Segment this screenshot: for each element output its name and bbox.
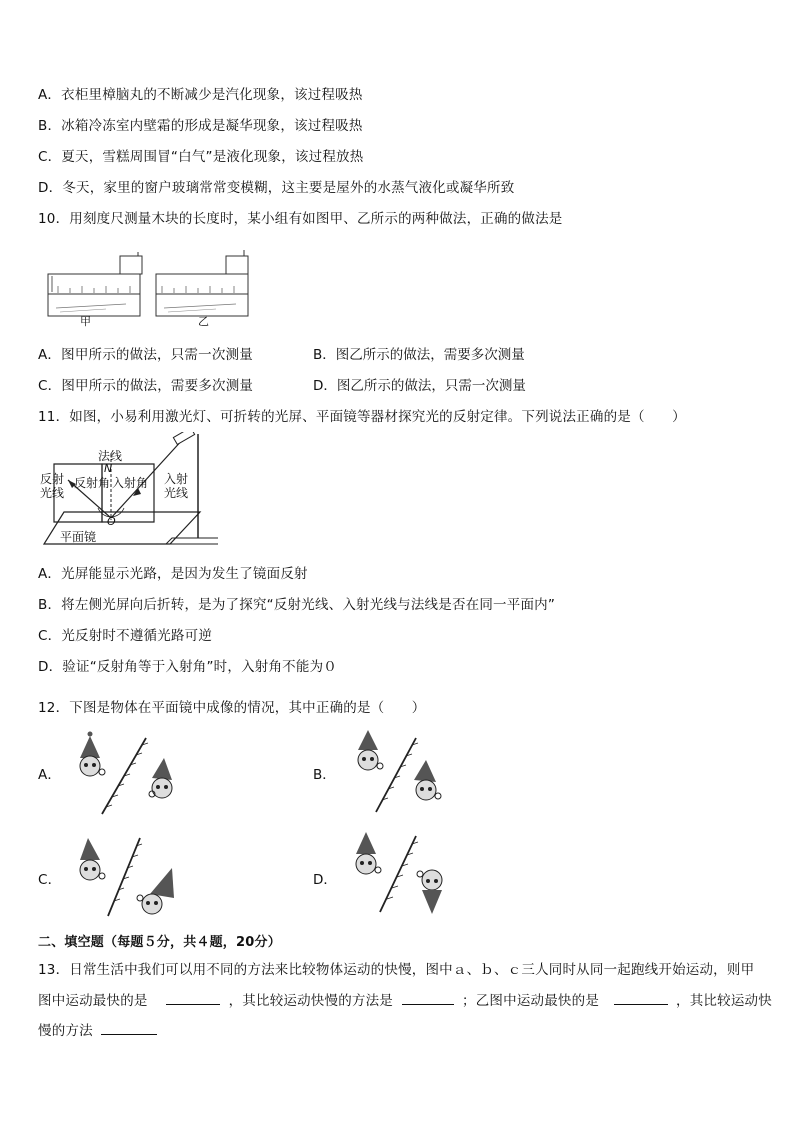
q10-option-d: D．图乙所示的做法，只需一次测量 [313, 378, 526, 394]
q13-line-2-a: 图中运动最快的是 [38, 993, 148, 1009]
q13-line-2-d: ，其比较运动快 [676, 993, 772, 1009]
q13-line-1: 13．日常生活中我们可以用不同的方法来比较物体运动的快慢，图中ａ、ｂ、ｃ三人同时从同一起跑线开始运动，则甲 [38, 962, 755, 978]
label-o: O [107, 515, 116, 528]
q12-label-a: A． [38, 767, 62, 783]
q12-figure-a [72, 728, 192, 816]
q12-label-c: C． [38, 872, 62, 888]
figure-jia [48, 252, 142, 316]
q12-label-b: B． [313, 767, 336, 783]
label-n: N [104, 462, 113, 475]
q13-line-2-b: ，其比较运动快慢的方法是 [228, 993, 394, 1009]
q13-line-2-c: ；乙图中运动最快的是 [462, 993, 600, 1009]
q12-figure-b [350, 728, 470, 816]
q11-option-d: D．验证“反射角等于入射角”时，入射角不能为０ [38, 659, 337, 675]
q13-line-2 [38, 989, 772, 1009]
label-reflect-ray-2: 光线 [40, 486, 65, 500]
q11-option-c: C．光反射时不遵循光路可逆 [38, 628, 213, 644]
label-incident-ray-2: 光线 [164, 486, 189, 500]
q13-blank-1[interactable] [166, 992, 220, 1005]
q12-figure-d [350, 828, 470, 920]
q10-option-b: B．图乙所示的做法，需要多次测量 [313, 347, 525, 363]
q10-option-c: C．图甲所示的做法，需要多次测量 [38, 378, 254, 394]
q9-option-d: D．冬天，家里的窗户玻璃常常变模糊，这主要是屋外的水蒸气液化或凝华所致 [38, 180, 515, 196]
label-incident-ray-1: 入射 [164, 472, 189, 486]
q9-option-c: C．夏天，雪糕周围冒“白气”是液化现象，该过程放热 [38, 149, 364, 165]
q13-line-3 [38, 1019, 161, 1039]
label-normal: 法线 [98, 449, 123, 463]
q13-line-3-a: 慢的方法 [38, 1023, 93, 1039]
object-a [80, 732, 105, 777]
q9-option-a: A．衣柜里樟脑丸的不断减少是汽化现象，该过程吸热 [38, 87, 363, 103]
q12-label-d: D． [313, 872, 337, 888]
label-reflect-angle: 反射角 [74, 476, 111, 490]
label-incident-angle: 入射角 [112, 476, 149, 490]
q12-figure-c [72, 832, 192, 922]
q10-ruler-figure [46, 246, 256, 331]
q11-option-b: B．将左侧光屏向后折转，是为了探究“反射光线、入射光线与法线是否在同一平面内” [38, 597, 556, 613]
label-reflect-ray-1: 反射 [40, 472, 65, 486]
q13-blank-3[interactable] [614, 992, 668, 1005]
q11-option-a: A．光屏能显示光路，是因为发生了镜面反射 [38, 566, 308, 582]
figure-label-jia: 甲 [80, 315, 91, 328]
figure-label-yi: 乙 [198, 315, 209, 328]
q10-option-a: A．图甲所示的做法，只需一次测量 [38, 347, 253, 363]
q9-option-b: B．冰箱冷冻室内壁霜的形成是凝华现象，该过程吸热 [38, 118, 363, 134]
image-a [149, 758, 172, 798]
q11-stem: 11．如图，小易利用激光灯、可折转的光屏、平面镜等器材探究光的反射定律。下列说法正确的是（ ） [38, 409, 686, 425]
label-mirror: 平面镜 [60, 530, 97, 544]
figure-yi [156, 250, 248, 316]
q10-stem: 10．用刻度尺测量木块的长度时，某小组有如图甲、乙所示的两种做法，正确的做法是 [38, 211, 563, 227]
q13-blank-4[interactable] [101, 1022, 157, 1035]
q13-blank-2[interactable] [402, 992, 454, 1005]
section-title: 二、填空题（每题５分，共４题，20分） [38, 935, 281, 950]
q12-stem: 12．下图是物体在平面镜中成像的情况，其中正确的是（ ） [38, 700, 426, 716]
